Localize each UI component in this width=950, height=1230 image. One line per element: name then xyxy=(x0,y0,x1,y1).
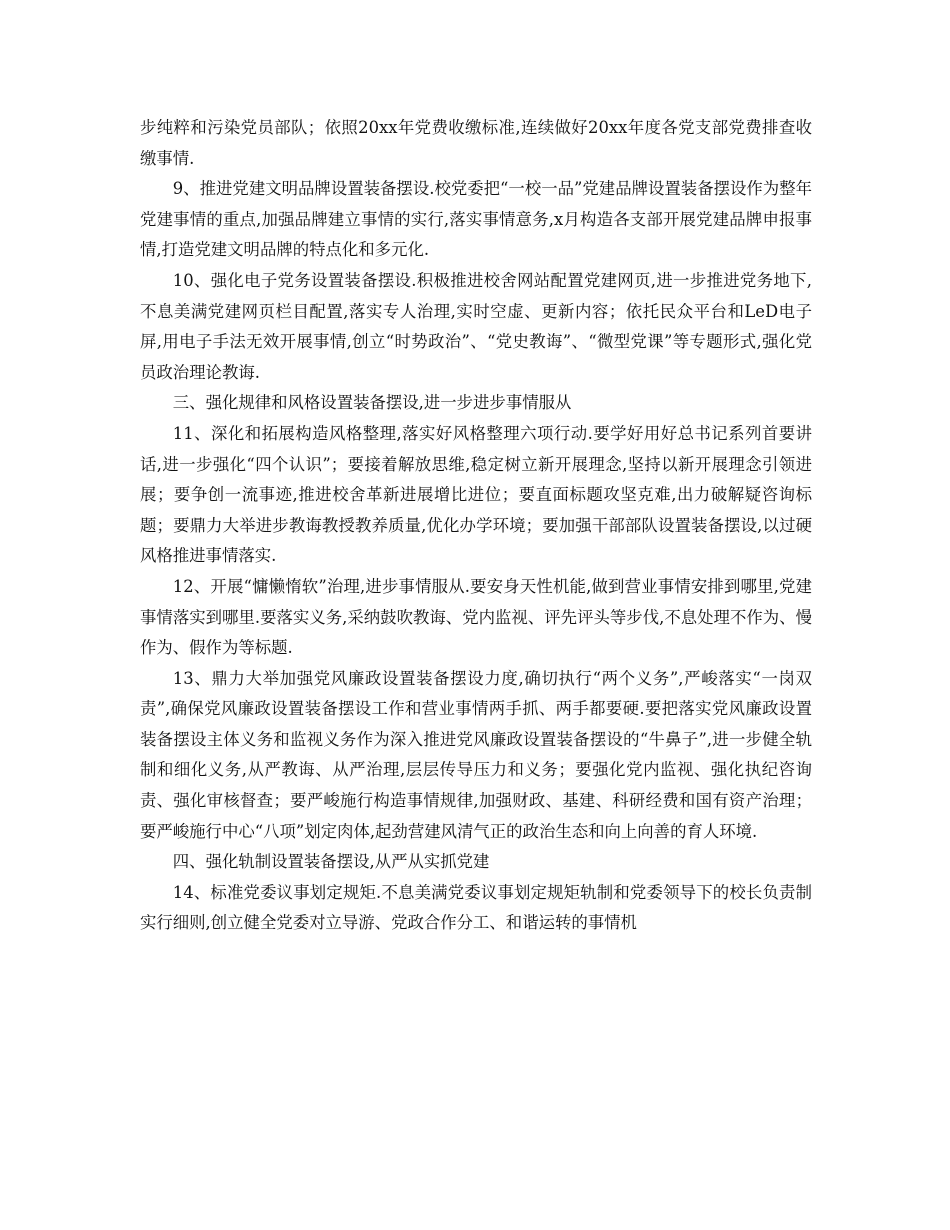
paragraph-item-10: 10、强化电子党务设置装备摆设.积极推进校舍网站配置党建网页,进一步推进党务地下,不息美满党建网页栏目配置,落实专人治理,实时空虚、更新内容；依托民众平台和LeD电子屏,用电子手法无效开展事情,创立“时势政治”、“党史教诲”、“微型党课”等专题形式,强化党员政治理论教诲. xyxy=(140,270,812,382)
document-body xyxy=(140,113,812,939)
paragraph-continuation: 步纯粹和污染党员部队；依照20xx年党费收缴标准,连续做好20xx年度各党支部党费排查收缴事情. xyxy=(140,118,812,168)
paragraph-item-9: 9、推进党建文明品牌设置装备摆设.校党委把“一校一品”党建品牌设置装备摆设作为整年党建事情的重点,加强品牌建立事情的实行,落实事情意务,x月构造各支部开展党建品牌申报事情,打造党建文明品牌的特点化和多元化. xyxy=(140,179,812,260)
section-heading-3: 三、强化规律和风格设置装备摆设,进一步进步事情服从 xyxy=(172,393,572,413)
paragraph-item-11: 11、深化和拓展构造风格整理,落实好风格整理六项行动.要学好用好总书记系列首要讲话,进一步强化“四个认识”；要接着解放思维,稳定树立新开展理念,坚持以新开展理念引领进展；要争创一流事迹,推进校舍革新进展增比进位；要直面标题攻坚克难,出力破解疑咨询标题；要鼎力大举进步教诲教授教养质量,优化办学环境；要加强干部部队设置装备摆设,以过硬风格推进事情落实. xyxy=(140,423,812,566)
paragraph-item-12: 12、开展“慵懒惰软”治理,进步事情服从.要安身天性机能,做到营业事情安排到哪里,党建事情落实到哪里.要落实义务,采纳鼓吹教诲、党内监视、评先评头等步伐,不息处理不作为、慢作为、假作为等标题. xyxy=(140,576,812,658)
section-heading-4: 四、强化轨制设置装备摆设,从严从实抓党建 xyxy=(172,852,490,872)
paragraph-item-13: 13、鼎力大举加强党风廉政设置装备摆设力度,确切执行“两个义务”,严峻落实“一岗双责”,确保党风廉政设置装备摆设工作和营业事情两手抓、两手都要硬.要把落实党风廉政设置装备摆设主体义务和监视义务作为深入推进党风廉政设置装备摆设的“牛鼻子”,进一步健全轨制和细化义务,从严教诲、从严治理,层层传导压力和义务；要强化党内监视、强化执纪咨询责、强化审核督查；要严峻施行构造事情规律,加强财政、基建、科研经费和国有资产治理；要严峻施行中心“八项”划定肉体,起劲营建风清气正的政治生态和向上向善的育人环境. xyxy=(140,668,812,841)
paragraph-item-14: 14、标准党委议事划定规矩.不息美满党委议事划定规矩轨制和党委领导下的校长负责制实行细则,创立健全党委对立导游、党政合作分工、和谐运转的事情机 xyxy=(140,882,812,933)
